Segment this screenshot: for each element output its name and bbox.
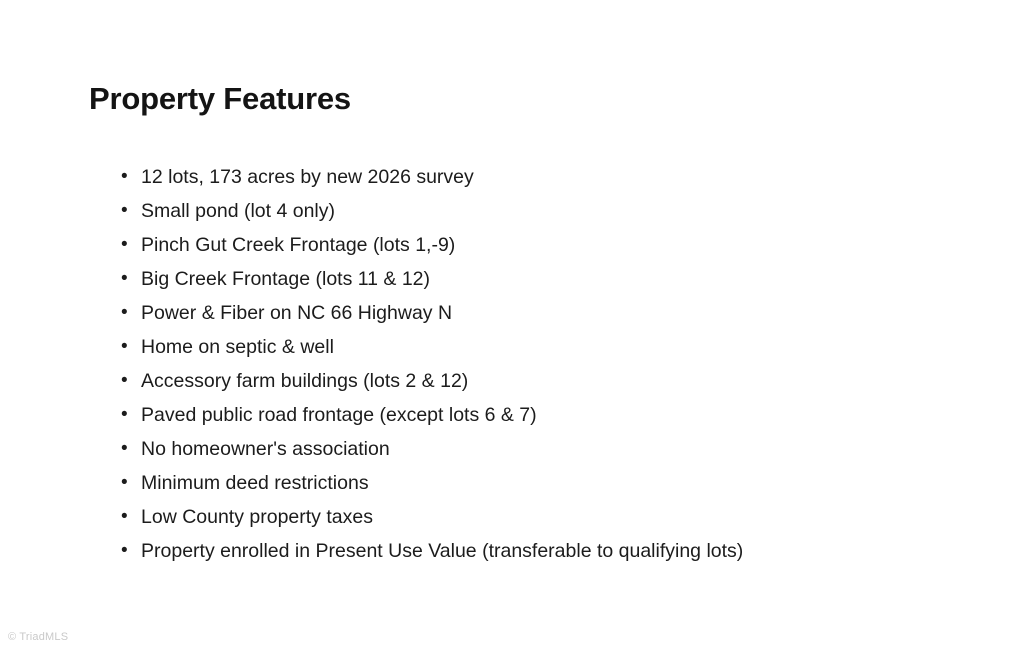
- bullet-icon: •: [121, 472, 128, 493]
- list-item: [103, 160, 923, 194]
- page-title: Property Features: [89, 81, 351, 116]
- list-item: [103, 262, 923, 296]
- list-item-label: Property enrolled in Present Use Value (transferable to qualifying lots): [141, 540, 744, 562]
- list-item-label: 12 lots, 173 acres by new 2026 survey: [141, 166, 474, 188]
- list-item-label: Big Creek Frontage (lots 11 & 12): [141, 268, 431, 290]
- bullet-icon: •: [121, 370, 128, 391]
- list-item: [103, 194, 923, 228]
- list-item-label: Pinch Gut Creek Frontage (lots 1,-9): [141, 234, 456, 256]
- list-item-label: Small pond (lot 4 only): [141, 200, 336, 222]
- list-item-label: Power & Fiber on NC 66 Highway N: [141, 302, 453, 324]
- list-item: [103, 432, 923, 466]
- list-item: [103, 330, 923, 364]
- list-item: [103, 500, 923, 534]
- list-item: [103, 398, 923, 432]
- list-item: [103, 364, 923, 398]
- bullet-icon: •: [121, 268, 128, 289]
- list-item: [103, 228, 923, 262]
- bullet-icon: •: [121, 166, 128, 187]
- list-item-label: Paved public road frontage (except lots 6 & 7): [141, 404, 537, 426]
- list-item: [103, 296, 923, 330]
- bullet-icon: •: [121, 234, 128, 255]
- list-item: [103, 466, 923, 500]
- list-item-label: Home on septic & well: [141, 336, 334, 358]
- bullet-icon: •: [121, 336, 128, 357]
- list-item-label: Low County property taxes: [141, 506, 373, 528]
- list-item-label: No homeowner's association: [141, 438, 390, 460]
- watermark-label: © TriadMLS: [8, 631, 69, 643]
- property-features-list: [103, 160, 923, 568]
- list-item: [103, 534, 923, 568]
- bullet-icon: •: [121, 506, 128, 527]
- bullet-icon: •: [121, 540, 128, 561]
- bullet-icon: •: [121, 438, 128, 459]
- list-item-label: Accessory farm buildings (lots 2 & 12): [141, 370, 469, 392]
- list-item-label: Minimum deed restrictions: [141, 472, 369, 494]
- bullet-icon: •: [121, 302, 128, 323]
- bullet-icon: •: [121, 200, 128, 221]
- bullet-icon: •: [121, 404, 128, 425]
